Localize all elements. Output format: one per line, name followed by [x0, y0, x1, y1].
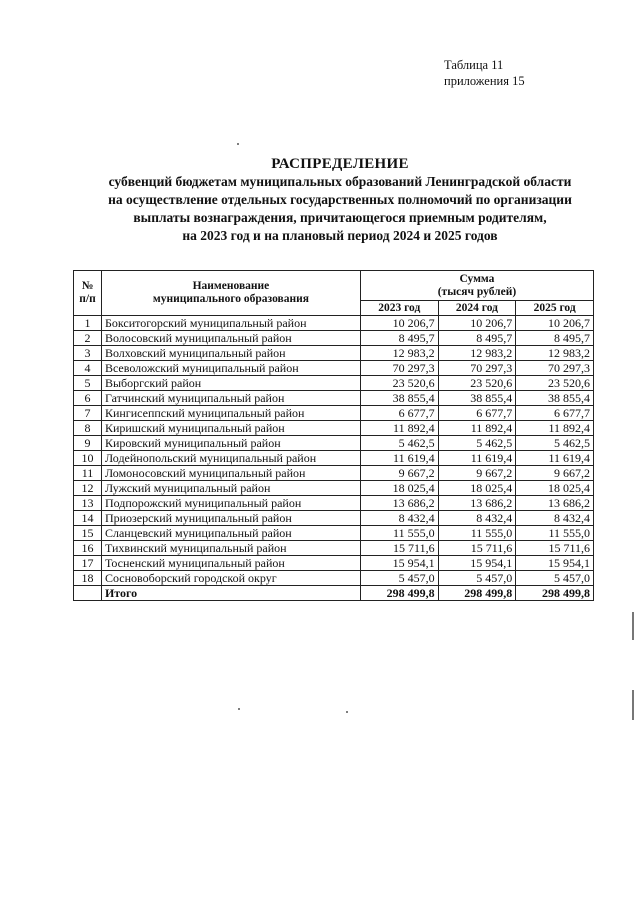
distribution-table [73, 270, 594, 601]
heading-line: на 2023 год и на плановый период 2024 и 2025 годов [182, 228, 498, 243]
column-header-year-2023: 2023 год [360, 301, 438, 316]
column-header-number: № п/п [74, 271, 102, 316]
row-number: 13 [74, 496, 102, 511]
row-number: 16 [74, 541, 102, 556]
municipality-name: Тихвинский муниципальный район [101, 541, 360, 556]
row-number: 9 [74, 436, 102, 451]
municipality-name: Приозерский муниципальный район [101, 511, 360, 526]
amount-2025: 70 297,3 [516, 361, 594, 376]
amount-2023: 9 667,2 [360, 466, 438, 481]
column-header-year-2024: 2024 год [438, 301, 516, 316]
amount-2024: 9 667,2 [438, 466, 516, 481]
amount-2024: 6 677,7 [438, 406, 516, 421]
municipality-name: Ломоносовский муниципальный район [101, 466, 360, 481]
amount-2023: 15 954,1 [360, 556, 438, 571]
amount-2024: 23 520,6 [438, 376, 516, 391]
amount-2024: 38 855,4 [438, 391, 516, 406]
table-row [74, 541, 594, 556]
heading-line: субвенций бюджетам муниципальных образований Ленинградской области [108, 174, 572, 189]
table-row [74, 466, 594, 481]
amount-2025: 6 677,7 [516, 406, 594, 421]
amount-2023: 13 686,2 [360, 496, 438, 511]
column-header-year-2025: 2025 год [516, 301, 594, 316]
amount-2023: 70 297,3 [360, 361, 438, 376]
row-number: 1 [74, 316, 102, 331]
row-number: 2 [74, 331, 102, 346]
amount-2025: 38 855,4 [516, 391, 594, 406]
table-row [74, 346, 594, 361]
amount-2023: 18 025,4 [360, 481, 438, 496]
scan-speck [346, 711, 348, 713]
amount-2025: 18 025,4 [516, 481, 594, 496]
amount-2023: 8 495,7 [360, 331, 438, 346]
municipality-name: Волховский муниципальный район [101, 346, 360, 361]
municipality-name: Волосовский муниципальный район [101, 331, 360, 346]
amount-2025: 15 711,6 [516, 541, 594, 556]
row-number: 11 [74, 466, 102, 481]
table-reference [444, 57, 525, 89]
row-number: 10 [74, 451, 102, 466]
table-body [74, 316, 594, 601]
amount-2024: 10 206,7 [438, 316, 516, 331]
table-row [74, 556, 594, 571]
amount-2025: 9 667,2 [516, 466, 594, 481]
amount-2023: 11 619,4 [360, 451, 438, 466]
amount-2024: 70 297,3 [438, 361, 516, 376]
municipality-name: Лодейнопольский муниципальный район [101, 451, 360, 466]
row-number: 12 [74, 481, 102, 496]
table-row [74, 391, 594, 406]
municipality-name: Сосновоборский городской округ [101, 571, 360, 586]
amount-2025: 12 983,2 [516, 346, 594, 361]
amount-2023: 6 677,7 [360, 406, 438, 421]
row-number: 4 [74, 361, 102, 376]
row-number: 6 [74, 391, 102, 406]
total-amount-2023: 298 499,8 [360, 586, 438, 601]
total-label: Итого [101, 586, 360, 601]
row-number: 8 [74, 421, 102, 436]
amount-2025: 15 954,1 [516, 556, 594, 571]
row-number: 18 [74, 571, 102, 586]
amount-2023: 23 520,6 [360, 376, 438, 391]
total-number-cell [74, 586, 102, 601]
amount-2024: 8 495,7 [438, 331, 516, 346]
amount-2025: 11 892,4 [516, 421, 594, 436]
amount-2025: 13 686,2 [516, 496, 594, 511]
amount-2025: 8 432,4 [516, 511, 594, 526]
row-number: 14 [74, 511, 102, 526]
table-row [74, 331, 594, 346]
heading-line: выплаты вознаграждения, причитающегося приемным родителям, [133, 210, 547, 225]
table-row [74, 496, 594, 511]
amount-2023: 38 855,4 [360, 391, 438, 406]
reference-line-appendix: приложения 15 [444, 74, 525, 88]
municipality-name: Выборгский район [101, 376, 360, 391]
amount-2023: 11 555,0 [360, 526, 438, 541]
amount-2024: 11 619,4 [438, 451, 516, 466]
scan-speck [238, 708, 240, 710]
table-row [74, 436, 594, 451]
table-row [74, 421, 594, 436]
table-row [74, 571, 594, 586]
municipality-name: Сланцевский муниципальный район [101, 526, 360, 541]
amount-2023: 10 206,7 [360, 316, 438, 331]
amount-2024: 12 983,2 [438, 346, 516, 361]
column-header-name: Наименование муниципального образования [101, 271, 360, 316]
municipality-name: Бокситогорский муниципальный район [101, 316, 360, 331]
municipality-name: Подпорожский муниципальный район [101, 496, 360, 511]
table-row [74, 316, 594, 331]
row-number: 5 [74, 376, 102, 391]
municipality-name: Лужский муниципальный район [101, 481, 360, 496]
amount-2025: 10 206,7 [516, 316, 594, 331]
municipality-name: Кингисеппский муниципальный район [101, 406, 360, 421]
amount-2024: 5 457,0 [438, 571, 516, 586]
amount-2025: 8 495,7 [516, 331, 594, 346]
total-row [74, 586, 594, 601]
amount-2024: 15 711,6 [438, 541, 516, 556]
amount-2024: 18 025,4 [438, 481, 516, 496]
scan-speck [237, 143, 239, 145]
row-number: 15 [74, 526, 102, 541]
amount-2024: 5 462,5 [438, 436, 516, 451]
reference-line-table: Таблица 11 [444, 58, 504, 72]
table-row [74, 451, 594, 466]
amount-2023: 12 983,2 [360, 346, 438, 361]
scan-edge-mark [632, 612, 634, 640]
table-row [74, 526, 594, 541]
table-row [74, 481, 594, 496]
table-row [74, 406, 594, 421]
row-number: 3 [74, 346, 102, 361]
row-number: 7 [74, 406, 102, 421]
amount-2024: 11 555,0 [438, 526, 516, 541]
amount-2023: 8 432,4 [360, 511, 438, 526]
document-heading [60, 155, 620, 245]
amount-2024: 15 954,1 [438, 556, 516, 571]
table-row [74, 511, 594, 526]
municipality-name: Тосненский муниципальный район [101, 556, 360, 571]
amount-2025: 5 457,0 [516, 571, 594, 586]
amount-2025: 11 555,0 [516, 526, 594, 541]
amount-2025: 23 520,6 [516, 376, 594, 391]
row-number: 17 [74, 556, 102, 571]
amount-2023: 15 711,6 [360, 541, 438, 556]
document-title: РАСПРЕДЕЛЕНИЕ [271, 156, 409, 172]
amount-2023: 5 462,5 [360, 436, 438, 451]
table-row [74, 376, 594, 391]
total-amount-2025: 298 499,8 [516, 586, 594, 601]
table-row [74, 361, 594, 376]
scan-edge-mark [632, 690, 634, 720]
amount-2023: 5 457,0 [360, 571, 438, 586]
municipality-name: Всеволожский муниципальный район [101, 361, 360, 376]
amount-2024: 8 432,4 [438, 511, 516, 526]
amount-2024: 11 892,4 [438, 421, 516, 436]
municipality-name: Кировский муниципальный район [101, 436, 360, 451]
municipality-name: Гатчинский муниципальный район [101, 391, 360, 406]
amount-2025: 11 619,4 [516, 451, 594, 466]
municipality-name: Киришский муниципальный район [101, 421, 360, 436]
amount-2023: 11 892,4 [360, 421, 438, 436]
total-amount-2024: 298 499,8 [438, 586, 516, 601]
amount-2025: 5 462,5 [516, 436, 594, 451]
heading-line: на осуществление отдельных государственных полномочий по организации [108, 192, 572, 207]
amount-2024: 13 686,2 [438, 496, 516, 511]
column-header-sum: Сумма (тысяч рублей) [360, 271, 593, 301]
